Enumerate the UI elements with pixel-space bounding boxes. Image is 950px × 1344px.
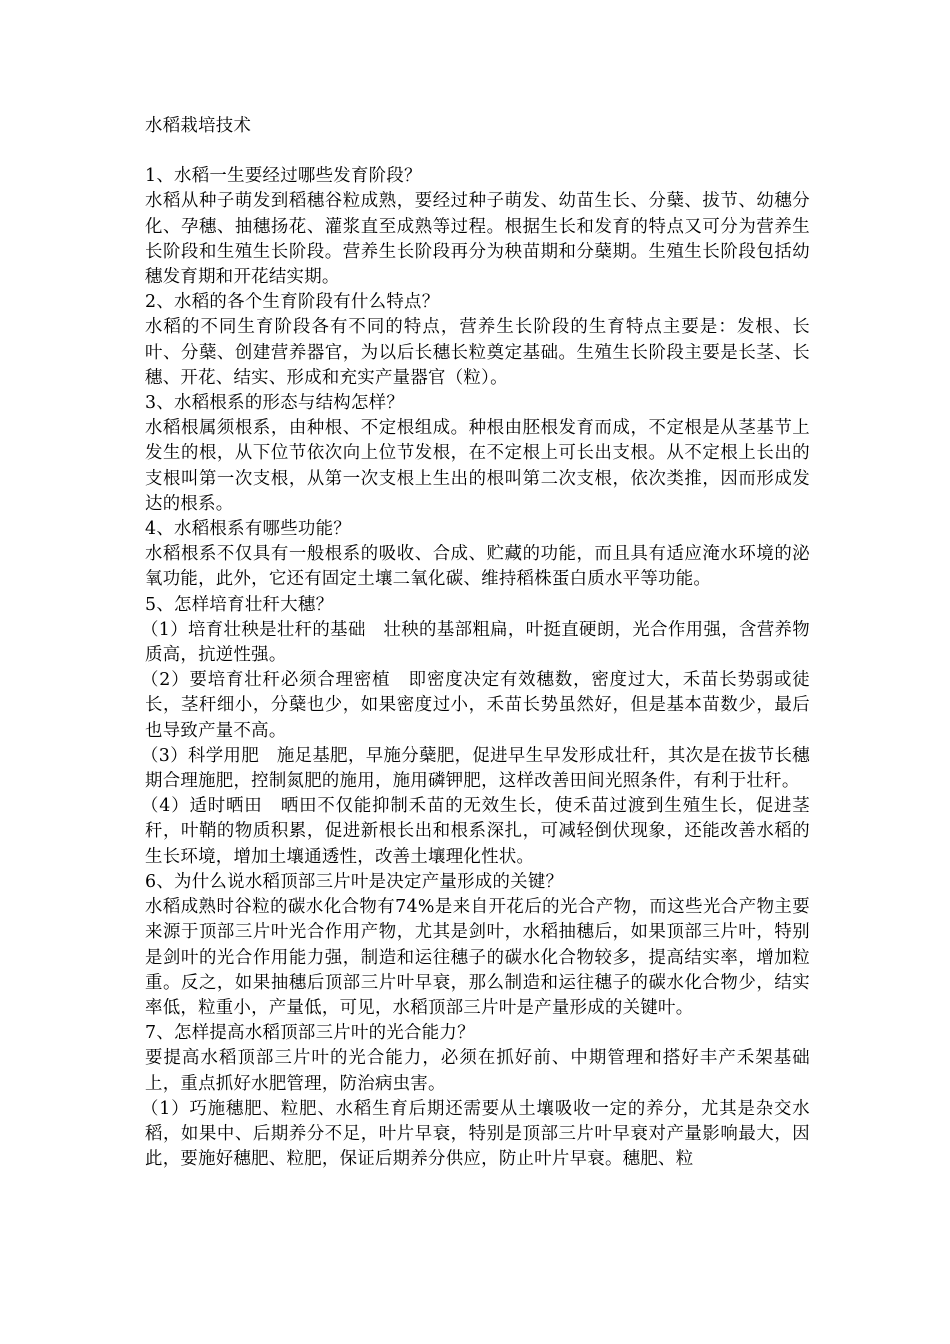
document-page	[141, 114, 828, 1172]
section-7	[141, 1021, 810, 1172]
section-5	[141, 593, 828, 870]
section-question: 7、怎样提高水稻顶部三片叶的光合能力？	[145, 1023, 475, 1044]
section-2	[145, 290, 810, 391]
section-6	[145, 870, 810, 1021]
section-1	[145, 164, 810, 290]
section-question: 2、水稻的各个生育阶段有什么特点？	[145, 292, 440, 313]
list-item: （3）科学用肥 施足基肥，早施分蘖肥，促进早生早发形成壮秆，其次是在拔节长穗期合理施肥，控制氮肥的施用，施用磷钾肥，这样改善田间光照条件，有利于壮秆。	[141, 745, 810, 792]
section-question: 3、水稻根系的形态与结构怎样？	[145, 393, 405, 414]
list-item: （1）巧施穗肥、粒肥、水稻生育后期还需要从土壤吸收一定的养分，尤其是杂交水稻，如果中、后期养分不足，叶片早衰，特别是顶部三片叶早衰对产量影响最大，因此，要施好穗肥、粒肥，保证后期养分供应，防止叶片早衰。穗肥、粒	[141, 1098, 810, 1170]
section-4	[145, 517, 810, 593]
section-paragraph: 水稻根系不仅具有一般根系的吸收、合成、贮藏的功能，而且具有适应淹水环境的泌氧功能，此外，它还有固定土壤二氧化碳、维持稻株蛋白质水平等功能。	[145, 544, 810, 590]
section-paragraph: 水稻根属须根系，由种根、不定根组成。种根由胚根发育而成，不定根是从茎基节上发生的根，从下位节依次向上位节发根，在不定根上可长出支根。从不定根上长出的支根叫第一次支根，从第一次支根上生出的根叫第二次支根，依次类推，因而形成发达的根系。	[145, 418, 810, 514]
list-item: （1）培育壮秧是壮秆的基础 壮秧的基部粗扁，叶挺直硬朗，光合作用强，含营养物质高，抗逆性强。	[141, 619, 810, 666]
section-question: 1、水稻一生要经过哪些发育阶段？	[145, 166, 422, 187]
section-question: 4、水稻根系有哪些功能？	[145, 519, 351, 540]
section-paragraph: 水稻成熟时谷粒的碳水化合物有74%是来自开花后的光合产物，而这些光合产物主要来源于顶部三片叶光合作用产物，尤其是剑叶，水稻抽穗后，如果顶部三片叶，特别是剑叶的光合作用能力强，制造和运往穗子的碳水化合物较多，提高结实率，增加粒重。反之，如果抽穗后顶部三片叶早衰，那么制造和运往穗子的碳水化合物少，结实率低，粒重小，产量低，可见，水稻顶部三片叶是产量形成的关键叶。	[145, 897, 810, 1018]
section-paragraph: 水稻从种子萌发到稻穗谷粒成熟，要经过种子萌发、幼苗生长、分蘖、拔节、幼穗分化、孕穗、抽穗扬花、灌浆直至成熟等过程。根据生长和发育的特点又可分为营养生长阶段和生殖生长阶段。营养生长阶段再分为秧苗期和分蘖期。生殖生长阶段包括幼穗发育期和开花结实期。	[145, 191, 810, 288]
section-question: 6、为什么说水稻顶部三片叶是决定产量形成的关键？	[145, 871, 564, 892]
list-item: （4）适时晒田 晒田不仅能抑制禾苗的无效生长，使禾苗过渡到生殖生长，促进茎秆，叶鞘的物质积累，促进新根长出和根系深扎，可减轻倒伏现象，还能改善水稻的生长环境，增加土壤通透性，改善土壤理化性状。	[141, 796, 810, 867]
document-title: 水稻栽培技术	[145, 116, 252, 136]
section-paragraph: 水稻的不同生育阶段各有不同的特点，营养生长阶段的生育特点主要是：发根、长叶、分蘖、创建营养器官，为以后长穗长粒奠定基础。生殖生长阶段主要是长茎、长穗、开花、结实、形成和充实产量器官（粒）。	[145, 317, 810, 388]
section-paragraph: 要提高水稻顶部三片叶的光合能力，必须在抓好前、中期管理和搭好丰产禾架基础上，重点抓好水肥管理，防治病虫害。	[145, 1048, 810, 1094]
section-question: 5、怎样培育壮秆大穗？	[145, 594, 334, 615]
list-item: （2）要培育壮秆必须合理密植 即密度决定有效穗数，密度过大，禾苗长势弱或徒长，茎秆细小，分蘖也少，如果密度过小，禾苗长势虽然好，但是基本苗数少，最后 也导致产量不高。	[141, 670, 828, 741]
section-3	[145, 391, 810, 517]
